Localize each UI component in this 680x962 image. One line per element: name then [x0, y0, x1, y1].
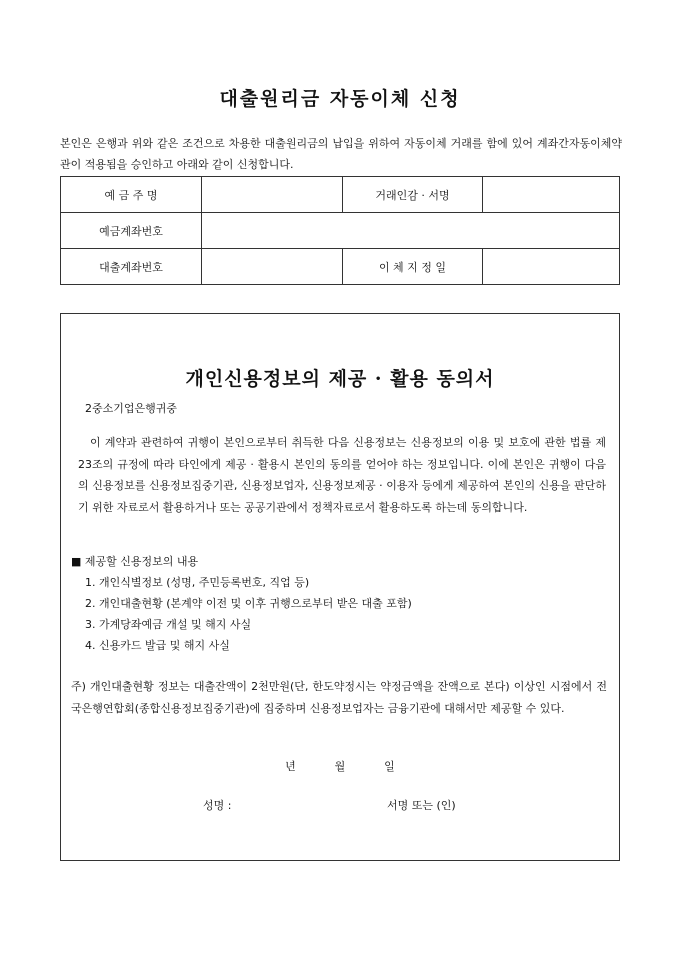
name-label: 성명 : [203, 799, 232, 812]
list-item: 2. 개인대출현황 (본계약 이전 및 이후 귀행으로부터 받은 대출 포함) [85, 597, 412, 610]
list-item: 4. 신용카드 발급 및 해지 사실 [85, 639, 230, 652]
seal-field[interactable] [483, 177, 620, 213]
deposit-account-field[interactable] [202, 213, 620, 249]
footnote: 주) 개인대출현황 정보는 대출잔액이 2천만원(단, 한도약정시는 약정금액을 잔액으로 본다) 이상인 시점에서 전국은행연합회(종합신용정보집중기관)에 집중하며 신용정보업자는 금융기관에 대해서만 제공할 수 있다. [71, 680, 607, 715]
info-section [71, 551, 412, 656]
list-item: 3. 가계당좌예금 개설 및 해지 사실 [85, 618, 252, 631]
recipient-ref: 2중소기업은행귀중 [85, 402, 178, 415]
signature-label: 서명 또는 (인) [387, 799, 456, 812]
intro-text: 본인은 은행과 위와 같은 조건으로 차용한 대출원리금의 납입을 위하여 자동이체 거래를 함에 있어 계좌간자동이체약관이 적용됨을 승인하고 아래와 같이 신청합니다. [60, 137, 622, 171]
table-row [61, 213, 620, 249]
month-label: 월 [334, 760, 346, 773]
seal-label: 거래인감 · 서명 [343, 177, 483, 213]
loan-account-label: 대출계좌번호 [61, 249, 202, 285]
depositor-field[interactable] [202, 177, 343, 213]
transfer-form-table [60, 176, 620, 285]
consent-box [60, 313, 620, 861]
page-title: 대출원리금 자동이체 신청 [219, 88, 461, 110]
depositor-label: 예 금 주 명 [61, 177, 202, 213]
loan-account-field[interactable] [202, 249, 343, 285]
day-label: 일 [384, 760, 395, 773]
table-row [61, 249, 620, 285]
date-line [61, 758, 619, 774]
transfer-date-field[interactable] [483, 249, 620, 285]
consent-body: 이 계약과 관련하여 귀행이 본인으로부터 취득한 다음 신용정보는 신용정보의 이용 및 보호에 관한 법률 제23조의 규정에 따라 타인에게 제공 · 활용시 본인의 동의를 얻어야 하는 정보입니다. 이에 본인은 귀행이 다음의 신용정보를 신용정보집중기관, 신용정보업자, 신용정보제공 · 이용자 등에게 제공하여 본인의 신용을 판단하기 위한 자료로서 활용하거나 또는 공공기관에서 정책자료로서 활용하도록 하는데 동의합니다. [78, 436, 606, 514]
transfer-date-label: 이 체 지 정 일 [343, 249, 483, 285]
deposit-account-label: 예금계좌번호 [61, 213, 202, 249]
consent-title: 개인신용정보의 제공 · 활용 동의서 [185, 368, 495, 390]
year-label: 년 [285, 760, 296, 773]
table-row [61, 177, 620, 213]
section-title: ■ 제공할 신용정보의 내용 [71, 555, 199, 568]
list-item: 1. 개인식별정보 (성명, 주민등록번호, 직업 등) [85, 576, 310, 589]
